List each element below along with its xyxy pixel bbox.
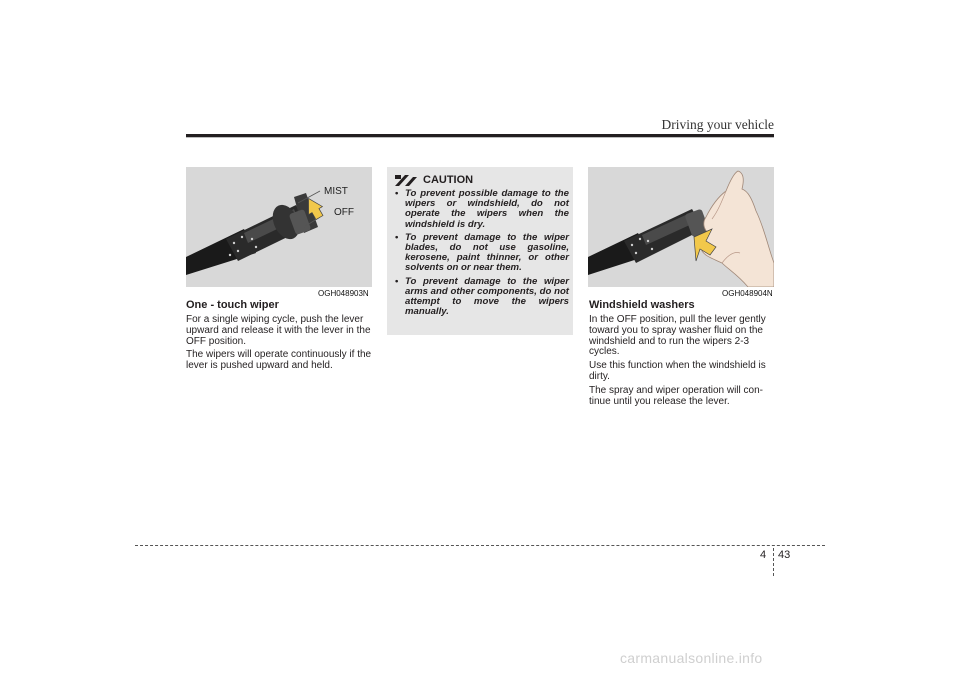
page-number: 43 <box>778 549 791 561</box>
paragraph: In the OFF position, pull the lever gently toward you to spray washer fluid on the windshield and to run the wipers 2-3 cycles. <box>589 314 766 358</box>
windshield-washers-title: Windshield washers <box>589 299 695 311</box>
caution-header <box>395 173 473 187</box>
chapter-number: 4 <box>760 549 767 561</box>
off-label: OFF <box>334 207 354 218</box>
paragraph: The wipers will operate continuously if the lever is pushed upward and held. <box>186 349 372 372</box>
caution-item: • To prevent damage to the wiper arms and other components, do not attempt to move the wipers manually. <box>395 275 569 318</box>
header-rule-shadow <box>186 137 774 138</box>
caution-item: • To prevent damage to the wiper blades, do not use gasoline, kerosene, paint thinner, or other solvents on or near them. <box>395 231 569 274</box>
one-touch-wiper-title: One - touch wiper <box>186 299 279 311</box>
paragraph: For a single wiping cycle, push the lever upward and release it with the lever in the OFF position. <box>186 314 371 347</box>
paragraph: The spray and wiper operation will con-tinue until you release the lever. <box>589 384 763 407</box>
paragraph: Use this function when the windshield is dirty. <box>589 360 766 382</box>
mist-label: MIST <box>324 186 348 197</box>
caution-pencil-icon <box>395 175 417 186</box>
windshield-washers-text <box>589 315 775 410</box>
footer-divider <box>773 548 774 576</box>
left-figure-code: OGH048903N <box>318 289 369 298</box>
header-title: Driving your vehicle <box>661 117 774 132</box>
watermark: carmanualsonline.info <box>620 650 763 666</box>
wiper-lever-pull-illustration <box>588 167 774 287</box>
right-figure-code: OGH048904N <box>722 289 773 298</box>
caution-list <box>395 189 569 320</box>
caution-item: • To prevent possible damage to the wipers or windshield, do not operate the wipers when the windshield is dry. <box>395 188 569 230</box>
footer-rule <box>135 545 825 546</box>
one-touch-wiper-text <box>186 315 372 375</box>
caution-title: CAUTION <box>423 174 474 186</box>
caution-box <box>387 167 573 335</box>
left-figure <box>186 167 372 287</box>
right-figure <box>588 167 774 287</box>
wiper-lever-push-illustration <box>186 167 372 287</box>
